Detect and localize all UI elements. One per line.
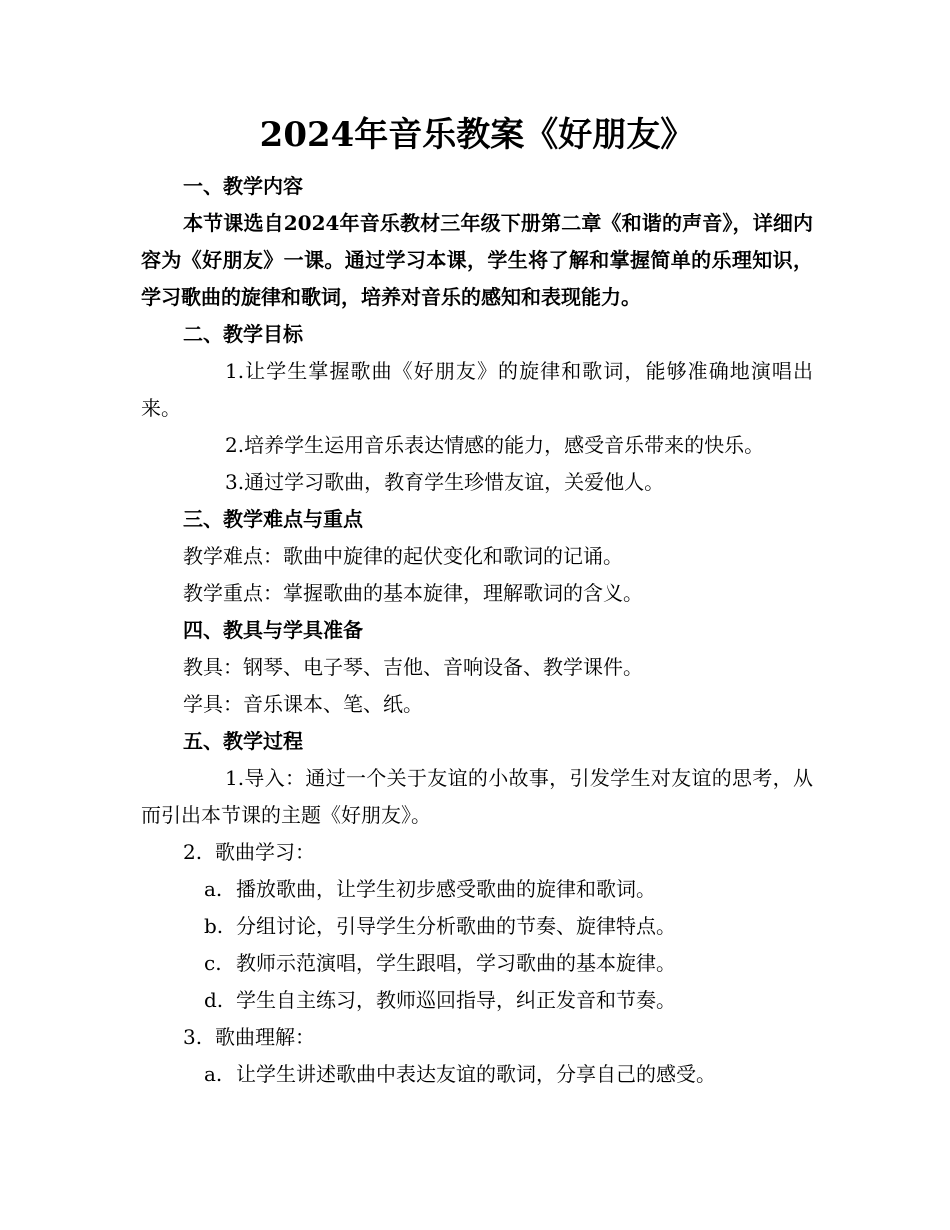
objective-number: 2. xyxy=(225,433,245,457)
sub-step xyxy=(141,982,813,1019)
sub-step-letter: a. xyxy=(204,877,223,901)
sub-step-letter: c. xyxy=(204,951,222,975)
process-step xyxy=(141,834,813,871)
objective-item xyxy=(141,353,813,427)
objective-item xyxy=(141,464,813,501)
objective-text: 通过学习歌曲，教育学生珍惜友谊，关爱他人。 xyxy=(244,470,665,494)
sub-step-letter: b. xyxy=(204,914,224,938)
document-title: 2024年音乐教案《好朋友》 xyxy=(259,115,695,155)
section-heading-objectives: 二、教学目标 xyxy=(183,322,303,346)
sub-step-text: 分组讨论，引导学生分析歌曲的节奏、旋律特点。 xyxy=(236,914,676,938)
step-number: 2. xyxy=(183,840,203,864)
section-heading-materials: 四、教具与学具准备 xyxy=(183,618,363,642)
sub-step xyxy=(141,871,813,908)
sub-step-text: 学生自主练习，教师巡回指导，纠正发音和节奏。 xyxy=(236,988,676,1012)
sub-step-text: 播放歌曲，让学生初步感受歌曲的旋律和歌词。 xyxy=(236,877,656,901)
step-text: 歌曲学习： xyxy=(215,840,315,864)
objective-item xyxy=(141,427,813,464)
section-content-paragraph: 本节课选自2024年音乐教材三年级下册第二章《和谐的声音》，详细内容为《好朋友》一课。通过学习本课，学生将了解和掌握简单的乐理知识，学习歌曲的旋律和歌词，培养对音乐的感知和表现能力。 xyxy=(141,211,813,309)
sub-step xyxy=(141,945,813,982)
step-text: 歌曲理解： xyxy=(215,1025,315,1049)
difficulty-line: 教学难点：歌曲中旋律的起伏变化和歌词的记诵。 xyxy=(183,544,623,568)
objective-text: 让学生掌握歌曲《好朋友》的旋律和歌词，能够准确地演唱出来。 xyxy=(141,359,813,420)
section-heading-difficulties: 三、教学难点与重点 xyxy=(183,507,363,531)
process-step xyxy=(141,760,813,834)
keypoint-line: 教学重点：掌握歌曲的基本旋律，理解歌词的含义。 xyxy=(183,581,643,605)
sub-step xyxy=(141,1056,813,1093)
process-step xyxy=(141,1019,813,1056)
objective-number: 1. xyxy=(225,359,245,383)
student-tools-line: 学具：音乐课本、笔、纸。 xyxy=(183,692,423,716)
objective-text: 培养学生运用音乐表达情感的能力，感受音乐带来的快乐。 xyxy=(244,433,765,457)
step-number: 3. xyxy=(183,1025,203,1049)
sub-step-letter: d. xyxy=(204,988,224,1012)
objective-number: 3. xyxy=(225,470,245,494)
sub-step-letter: a. xyxy=(204,1062,223,1086)
section-heading-content: 一、教学内容 xyxy=(183,174,303,198)
document-page xyxy=(141,108,813,1093)
teacher-tools-line: 教具：钢琴、电子琴、吉他、音响设备、教学课件。 xyxy=(183,655,643,679)
section-heading-process: 五、教学过程 xyxy=(183,729,303,753)
sub-step xyxy=(141,908,813,945)
step-number: 1. xyxy=(225,766,245,790)
step-text: 导入：通过一个关于友谊的小故事，引发学生对友谊的思考，从而引出本节课的主题《好朋友》。 xyxy=(141,766,813,827)
sub-step-text: 教师示范演唱，学生跟唱，学习歌曲的基本旋律。 xyxy=(236,951,676,975)
sub-step-text: 让学生讲述歌曲中表达友谊的歌词，分享自己的感受。 xyxy=(236,1062,716,1086)
